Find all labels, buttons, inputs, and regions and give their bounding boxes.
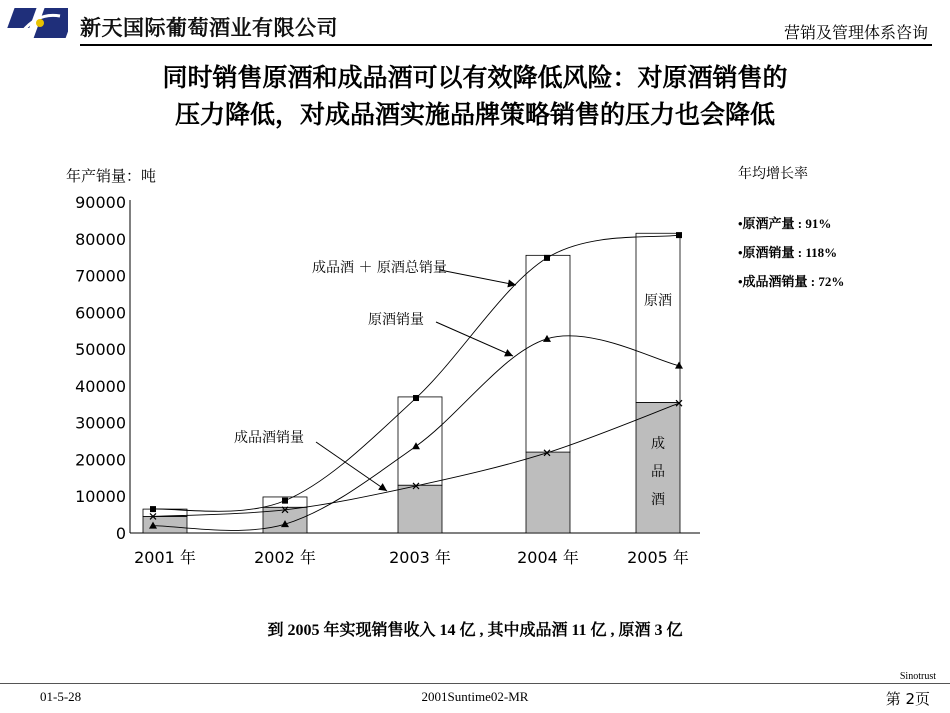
annotation-arrow — [316, 442, 387, 491]
sales-chart — [0, 150, 720, 590]
series-point-square — [544, 255, 550, 261]
bar-raw-wine — [636, 233, 680, 402]
bar-label-finished-wine-char: 酒 — [651, 492, 665, 508]
footer-divider — [0, 683, 950, 684]
y-tick-label: 50000 — [75, 340, 126, 360]
annotation-arrowhead — [507, 280, 516, 288]
bar-finished-wine — [398, 485, 442, 533]
company-name: 新天国际葡萄酒业有限公司 — [80, 16, 338, 40]
x-tick-label: 2003 年 — [389, 548, 451, 567]
y-tick-label: 20000 — [75, 450, 126, 470]
series-point-square — [413, 395, 419, 401]
bar-finished-wine — [143, 516, 187, 533]
y-tick-label: 40000 — [75, 376, 126, 396]
slide-title-line-1: 同时销售原酒和成品酒可以有效降低风险：对原酒销售的 — [162, 63, 788, 92]
y-tick-label: 80000 — [75, 229, 126, 249]
revenue-summary: 到 2005 年实现销售收入 14 亿 , 其中成品酒 11 亿 , 原酒 3 亿 — [267, 622, 683, 639]
y-axis-label: 年产销量：吨 — [66, 167, 157, 185]
annotation-label: 成品酒 ＋ 原酒总销量 — [312, 260, 447, 276]
bar-finished-wine — [526, 452, 570, 533]
y-tick-label: 70000 — [75, 266, 126, 286]
series-point-square — [150, 506, 156, 512]
y-tick-label: 30000 — [75, 413, 126, 433]
annotation-label: 成品酒销量 — [234, 430, 304, 446]
chart-lines-group — [149, 232, 683, 530]
footer-date: 01-5-28 — [40, 689, 82, 704]
growth-legend-title: 年均增长率 — [738, 166, 808, 182]
series-point-square — [676, 232, 682, 238]
annotation-arrow — [440, 270, 516, 285]
consulting-label: 营销及管理体系咨询 — [783, 23, 928, 42]
chart-bars-group — [143, 233, 680, 533]
growth-item-finished-sales: •成品酒销量 : 72% — [738, 274, 845, 289]
slide-title-line-2: 压力降低，对成品酒实施品牌策略销售的压力也会降低 — [174, 100, 775, 129]
x-tick-label: 2004 年 — [517, 548, 579, 567]
bar-raw-wine — [398, 397, 442, 485]
bar-label-raw-wine: 原酒 — [644, 293, 672, 309]
growth-item-raw-production: •原酒产量 : 91% — [738, 216, 832, 231]
bar-label-finished-wine-char: 品 — [651, 464, 665, 480]
y-tick-label: 10000 — [75, 487, 126, 507]
footer-brand: Sinotrust — [899, 671, 936, 682]
series-point-square — [282, 498, 288, 504]
footer-code: 2001Suntime02-MR — [421, 689, 529, 704]
x-tick-label: 2002 年 — [254, 548, 316, 567]
growth-item-raw-sales: •原酒销量 : 118% — [738, 245, 838, 260]
annotation-arrowhead — [378, 483, 387, 491]
y-tick-label: 0 — [115, 524, 126, 543]
bar-raw-wine — [526, 255, 570, 452]
bar-label-finished-wine-char: 成 — [651, 436, 665, 452]
header-divider — [80, 44, 932, 46]
company-logo — [4, 4, 68, 42]
annotation-arrow — [436, 322, 513, 356]
x-tick-label: 2005 年 — [627, 548, 689, 567]
chart-text-group — [66, 167, 689, 567]
x-tick-label: 2001 年 — [134, 548, 196, 567]
y-tick-label: 60000 — [75, 303, 126, 323]
page-number: 第 2页 — [885, 690, 930, 708]
annotation-label: 原酒销量 — [368, 312, 424, 328]
y-tick-label: 90000 — [75, 193, 126, 212]
